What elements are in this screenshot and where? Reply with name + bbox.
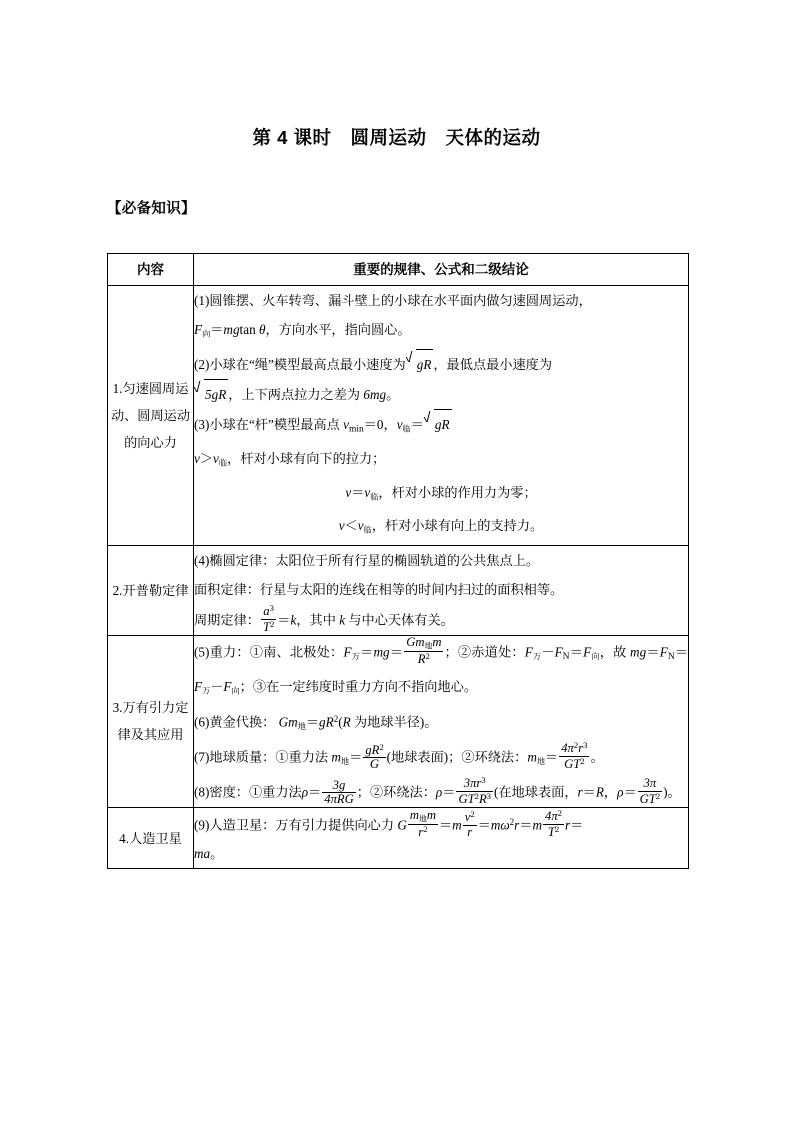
symbol-r: r bbox=[514, 817, 520, 833]
exponent-2: 2 bbox=[573, 740, 579, 751]
operator-less: ＜ bbox=[344, 518, 358, 534]
symbol-k-2: k bbox=[339, 612, 346, 628]
fraction-4pi2r3-GT2 bbox=[559, 741, 589, 772]
period-law-text-2: 与中心天体有关。 bbox=[348, 612, 454, 628]
symbol-v-lin: v bbox=[396, 416, 403, 432]
exponent-2: 2 bbox=[470, 809, 475, 820]
symbol-ma: ma bbox=[194, 846, 211, 862]
subscript-min: min bbox=[348, 424, 364, 435]
fraction-GMm-R2 bbox=[404, 636, 443, 667]
item-8-density bbox=[194, 776, 688, 807]
period-law-text-1: ，其中 bbox=[296, 612, 336, 628]
equals-sign: ＝ bbox=[210, 322, 224, 337]
comma: ， bbox=[603, 784, 618, 800]
symbol-k: k bbox=[290, 612, 297, 628]
item-4-ellipse-law: (4)椭圆定律：太阳位于所有行星的椭圆轨道的公共焦点上。 bbox=[194, 553, 540, 569]
symbol-rho-2: ρ bbox=[435, 784, 443, 800]
fraction-denominator bbox=[559, 757, 589, 772]
table-row bbox=[108, 286, 689, 546]
exponent-3: 3 bbox=[486, 791, 491, 802]
symbol-v-crit: v bbox=[357, 518, 364, 534]
symbol-4pi: 4π bbox=[545, 809, 558, 824]
equals-sign: ＝ bbox=[646, 644, 660, 660]
item-9-line-2 bbox=[194, 839, 688, 868]
item-7-text-c: 。 bbox=[590, 749, 604, 765]
condition-equal bbox=[194, 478, 688, 512]
fraction-denominator bbox=[363, 758, 385, 772]
fraction-mm-r2 bbox=[408, 809, 438, 840]
exponent-2: 2 bbox=[379, 741, 384, 752]
row-label-1: 1.匀速圆周运动、圆周运动的向心力 bbox=[108, 286, 194, 546]
symbol-m: m bbox=[409, 807, 419, 822]
item-5-text-a: (5)重力：①南、北极处： bbox=[194, 644, 344, 660]
fraction-4pi2-T2 bbox=[543, 809, 564, 840]
radicand-gR: gR bbox=[416, 349, 434, 379]
fraction-v2-r bbox=[463, 810, 477, 839]
equals-sign: ＝ bbox=[545, 749, 559, 765]
item-3-eq-1: ＝0， bbox=[363, 416, 397, 432]
symbol-v: v bbox=[194, 451, 200, 467]
symbol-F-wan-2: F bbox=[524, 644, 533, 660]
page-title: 第 4 课时 圆周运动 天体的运动 bbox=[252, 127, 541, 148]
subscript-lin: 临 bbox=[363, 526, 372, 536]
table-row bbox=[108, 807, 689, 869]
row-label-4: 4.人造卫星 bbox=[108, 807, 194, 869]
operator-greater: ＞ bbox=[199, 451, 214, 467]
table-row bbox=[108, 635, 689, 807]
item-7-text-a: (7)地球质量：①重力法 bbox=[194, 749, 329, 765]
symbol-m2: m bbox=[426, 807, 436, 822]
symbol-G: G bbox=[369, 757, 380, 772]
equals-sign: ＝ bbox=[582, 784, 596, 800]
symbol-F-xiang-2: F bbox=[223, 678, 232, 694]
item-3-line-1 bbox=[194, 409, 688, 445]
symbol-v: v bbox=[338, 518, 345, 534]
symbol-r: r bbox=[578, 741, 584, 756]
item-6-text-c: 为地球半径)。 bbox=[353, 714, 438, 730]
subscript-wan: 万 bbox=[202, 686, 211, 696]
symbol-m-2: m bbox=[532, 817, 542, 833]
fraction-denominator bbox=[456, 792, 493, 807]
symbol-Gm: Gm bbox=[406, 634, 425, 649]
item-1-line-1: (1)圆锥摆、火车转弯、漏斗壁上的小球在水平面内做匀速圆周运动， bbox=[194, 293, 592, 308]
symbol-v-crit: v bbox=[213, 451, 219, 467]
item-3-eq-2: ＝ bbox=[410, 416, 424, 432]
exponent-2: 2 bbox=[509, 816, 515, 827]
knowledge-table bbox=[107, 253, 689, 869]
item-4-period-law bbox=[194, 604, 688, 635]
symbol-m-di-2: m bbox=[527, 749, 537, 765]
symbol-FN-2: F bbox=[659, 644, 668, 660]
row-label-2: 2.开普勒定律 bbox=[108, 546, 194, 636]
radicand-gR-2: gR bbox=[434, 409, 452, 439]
operator-equal: ＝ bbox=[351, 484, 365, 500]
fraction-denominator bbox=[408, 825, 438, 840]
condition-less-text: ，杆对小球有向上的支持力。 bbox=[371, 518, 544, 534]
exponent-2: 2 bbox=[655, 791, 661, 802]
condition-greater-text: ，杆对小球有向下的拉力； bbox=[227, 451, 386, 467]
exponent-2: 2 bbox=[333, 714, 339, 725]
fraction-denominator bbox=[463, 826, 477, 840]
exponent-2: 2 bbox=[425, 650, 430, 661]
fraction-numerator bbox=[456, 776, 493, 792]
symbol-T: T bbox=[547, 824, 555, 839]
symbol-v: v bbox=[345, 484, 352, 500]
period-law-label: 周期定律： bbox=[194, 612, 260, 628]
subscript-di: 地 bbox=[424, 641, 433, 651]
equals-sign: ＝ bbox=[349, 749, 363, 765]
equals-sign: ＝ bbox=[389, 644, 404, 660]
fraction-3pi-GT2 bbox=[638, 777, 663, 806]
item-8-text-b: ；②环绕法： bbox=[356, 784, 436, 800]
equals-sign: ＝ bbox=[308, 784, 322, 800]
table-header-row bbox=[108, 254, 689, 286]
symbol-r: r bbox=[418, 824, 424, 839]
fraction-denominator bbox=[638, 792, 663, 807]
symbol-v: v bbox=[464, 810, 471, 825]
symbol-GT: GT bbox=[639, 792, 656, 807]
item-2-line-1 bbox=[194, 349, 688, 379]
item-4-area-law: 面积定律：行星与太阳的连线在相等的时间内扫过的面积相等。 bbox=[194, 582, 564, 598]
symbol-mg-2: mg bbox=[630, 644, 647, 660]
condition-less-than bbox=[194, 511, 688, 545]
row-label-3: 3.万有引力定律及其应用 bbox=[108, 635, 194, 807]
fraction-a3-T2 bbox=[261, 604, 276, 635]
exponent-2: 2 bbox=[423, 823, 428, 834]
symbol-3pi: 3π bbox=[643, 776, 657, 791]
radical-gR-2 bbox=[425, 409, 452, 439]
symbol-R: R bbox=[342, 714, 351, 730]
fraction-3g-4piRG bbox=[322, 779, 356, 807]
fraction-denominator bbox=[404, 652, 443, 667]
item-9-text-a: (9)人造卫星：万有引力提供向心力 bbox=[194, 817, 395, 833]
symbol-a: a bbox=[263, 604, 270, 619]
item-5-text-c: ，故 bbox=[599, 644, 627, 660]
exponent-2: 2 bbox=[554, 823, 560, 834]
item-2-text-b: ，最低点最小速度为 bbox=[433, 356, 553, 372]
fraction-numerator bbox=[322, 779, 356, 794]
equals-sign: ＝ bbox=[623, 784, 637, 800]
fraction-denominator bbox=[543, 825, 564, 840]
subscript-di: 地 bbox=[297, 722, 306, 732]
item-1-tail: ，方向水平，指向圆心。 bbox=[265, 322, 411, 337]
symbol-3pir: 3πr bbox=[463, 776, 482, 791]
symbol-F-wan-3: F bbox=[194, 678, 203, 694]
symbol-F-wan: F bbox=[343, 644, 352, 660]
symbol-v-min: v bbox=[343, 416, 349, 432]
equals-sign: ＝ bbox=[519, 817, 533, 833]
item-5-text-d: ；③在一定纬度时重力方向不指向地心。 bbox=[239, 678, 478, 694]
symbol-m-omega: mω bbox=[490, 817, 510, 833]
item-8-text-a: (8)密度：①重力法 bbox=[194, 784, 302, 800]
item-7-earth-mass bbox=[194, 741, 688, 776]
exponent-3: 3 bbox=[269, 603, 274, 614]
row-content-4 bbox=[194, 807, 689, 869]
symbol-R: R bbox=[595, 784, 604, 800]
radical-gR bbox=[407, 349, 434, 379]
operator-minus: － bbox=[541, 644, 555, 660]
symbol-F: F bbox=[194, 322, 203, 337]
symbol-GT: GT bbox=[564, 757, 581, 772]
item-9-text-b: 。 bbox=[210, 846, 224, 862]
subscript-wan: 万 bbox=[351, 651, 361, 661]
fraction-denominator bbox=[322, 793, 356, 807]
symbol-4pi: 4π bbox=[561, 741, 574, 756]
symbol-r: r bbox=[577, 784, 583, 800]
item-3-text-a: (3)小球在“杆”模型最高点 bbox=[194, 416, 340, 432]
item-8-text-c: (在地球表面， bbox=[493, 784, 578, 800]
exponent-2: 2 bbox=[474, 791, 479, 802]
exponent-2: 2 bbox=[557, 807, 562, 818]
column-header-rules: 重要的规律、公式和二级结论 bbox=[194, 254, 689, 286]
table-row bbox=[108, 546, 689, 636]
exponent-2: 2 bbox=[269, 618, 275, 629]
symbol-gR: gR bbox=[319, 714, 334, 730]
equals-sign: ＝ bbox=[442, 784, 456, 800]
symbol-R: R bbox=[417, 651, 426, 666]
symbol-gR: gR bbox=[365, 742, 380, 757]
item-1-line-2 bbox=[194, 315, 688, 349]
condition-greater-than bbox=[194, 444, 688, 478]
subscript-wan: 万 bbox=[532, 651, 542, 661]
symbol-mg: mg bbox=[223, 322, 240, 337]
symbol-F-xiang: F bbox=[583, 644, 592, 660]
subscript-N: N bbox=[562, 651, 570, 662]
item-6-text-a: (6)黄金代换： bbox=[194, 714, 276, 730]
symbol-theta: θ bbox=[258, 322, 266, 337]
fraction-numerator bbox=[404, 636, 443, 652]
paren-open: ( bbox=[338, 714, 343, 730]
symbol-mg: mg bbox=[373, 644, 390, 660]
symbol-4piRG: 4πRG bbox=[324, 792, 354, 807]
row-content-1 bbox=[194, 286, 689, 546]
item-2-text-c: ，上下两点拉力之差为 bbox=[228, 386, 361, 402]
symbol-r: r bbox=[467, 824, 473, 839]
equals-sign: ＝ bbox=[438, 817, 453, 833]
section-heading: 【必备知识】 bbox=[107, 201, 196, 217]
subscript-lin: 临 bbox=[218, 458, 228, 468]
radical-5gR bbox=[195, 379, 228, 409]
equals-sign: ＝ bbox=[477, 817, 491, 833]
item-2-text-e: 。 bbox=[386, 386, 400, 402]
item-2-text-a: (2)小球在“绳”模型最高点最小速度为 bbox=[194, 356, 406, 372]
item-7-text-b: (地球表面)；②环绕法： bbox=[386, 749, 528, 765]
equals-sign: ＝ bbox=[570, 817, 584, 833]
symbol-rho: ρ bbox=[301, 784, 309, 800]
fraction-numerator bbox=[543, 809, 564, 825]
equals-sign: ＝ bbox=[360, 644, 374, 660]
subscript-xiang: 向 bbox=[591, 651, 600, 661]
fraction-denominator bbox=[261, 620, 276, 635]
subscript-di: 地 bbox=[418, 814, 427, 824]
subscript-di: 地 bbox=[340, 757, 350, 767]
symbol-GT: GT bbox=[458, 792, 475, 807]
subscript-lin: 临 bbox=[370, 492, 379, 502]
equals-sign: ＝ bbox=[674, 644, 689, 660]
fraction-numerator bbox=[559, 741, 589, 757]
symbol-T: T bbox=[262, 620, 270, 635]
symbol-rho-3: ρ bbox=[617, 784, 624, 800]
equals-sign: ＝ bbox=[569, 644, 584, 660]
fraction-gR2-G bbox=[363, 743, 385, 772]
subscript-N: N bbox=[667, 651, 675, 662]
item-8-text-e: )。 bbox=[663, 784, 681, 800]
row-content-3 bbox=[194, 635, 689, 807]
symbol-R: R bbox=[478, 792, 487, 807]
subscript-xiang: 向 bbox=[202, 329, 211, 339]
exponent-2: 2 bbox=[580, 756, 585, 767]
symbol-3g: 3g bbox=[332, 777, 346, 792]
function-tan: tan bbox=[239, 322, 256, 337]
radicand-5gR: 5gR bbox=[204, 379, 228, 409]
symbol-Gm: Gm bbox=[278, 714, 298, 730]
symbol-G: G bbox=[397, 817, 407, 833]
equals-sign: ＝ bbox=[305, 714, 320, 730]
equals-sign: ＝ bbox=[277, 612, 291, 628]
symbol-FN: F bbox=[554, 644, 563, 660]
item-5-gravity bbox=[194, 636, 688, 706]
fraction-numerator bbox=[261, 604, 276, 620]
fraction-numerator bbox=[363, 743, 385, 759]
row-content-2 bbox=[194, 546, 689, 636]
subscript-di: 地 bbox=[536, 757, 546, 767]
subscript-lin: 临 bbox=[402, 424, 411, 434]
item-6-golden-substitution bbox=[194, 705, 688, 741]
symbol-m: m bbox=[432, 634, 442, 649]
operator-minus: － bbox=[210, 678, 224, 694]
symbol-m: m bbox=[452, 817, 462, 833]
symbol-6mg: 6mg bbox=[363, 386, 387, 402]
symbol-r-2: r bbox=[564, 817, 571, 833]
fraction-numerator bbox=[463, 810, 477, 826]
fraction-numerator bbox=[638, 777, 663, 792]
exponent-3: 3 bbox=[583, 740, 588, 751]
column-header-content: 内容 bbox=[108, 254, 194, 286]
fraction-numerator bbox=[408, 809, 438, 825]
item-9-satellite bbox=[194, 808, 688, 840]
subscript-xiang: 向 bbox=[231, 686, 240, 696]
symbol-m-di: m bbox=[331, 749, 341, 765]
item-2-line-2 bbox=[194, 379, 688, 409]
fraction-3pir3-GT2R3 bbox=[456, 776, 493, 807]
symbol-v-crit: v bbox=[364, 484, 371, 500]
exponent-3: 3 bbox=[481, 775, 486, 786]
condition-equal-text: ，杆对小球的作用力为零； bbox=[378, 484, 537, 500]
item-5-text-b: ；②赤道处： bbox=[444, 644, 525, 660]
